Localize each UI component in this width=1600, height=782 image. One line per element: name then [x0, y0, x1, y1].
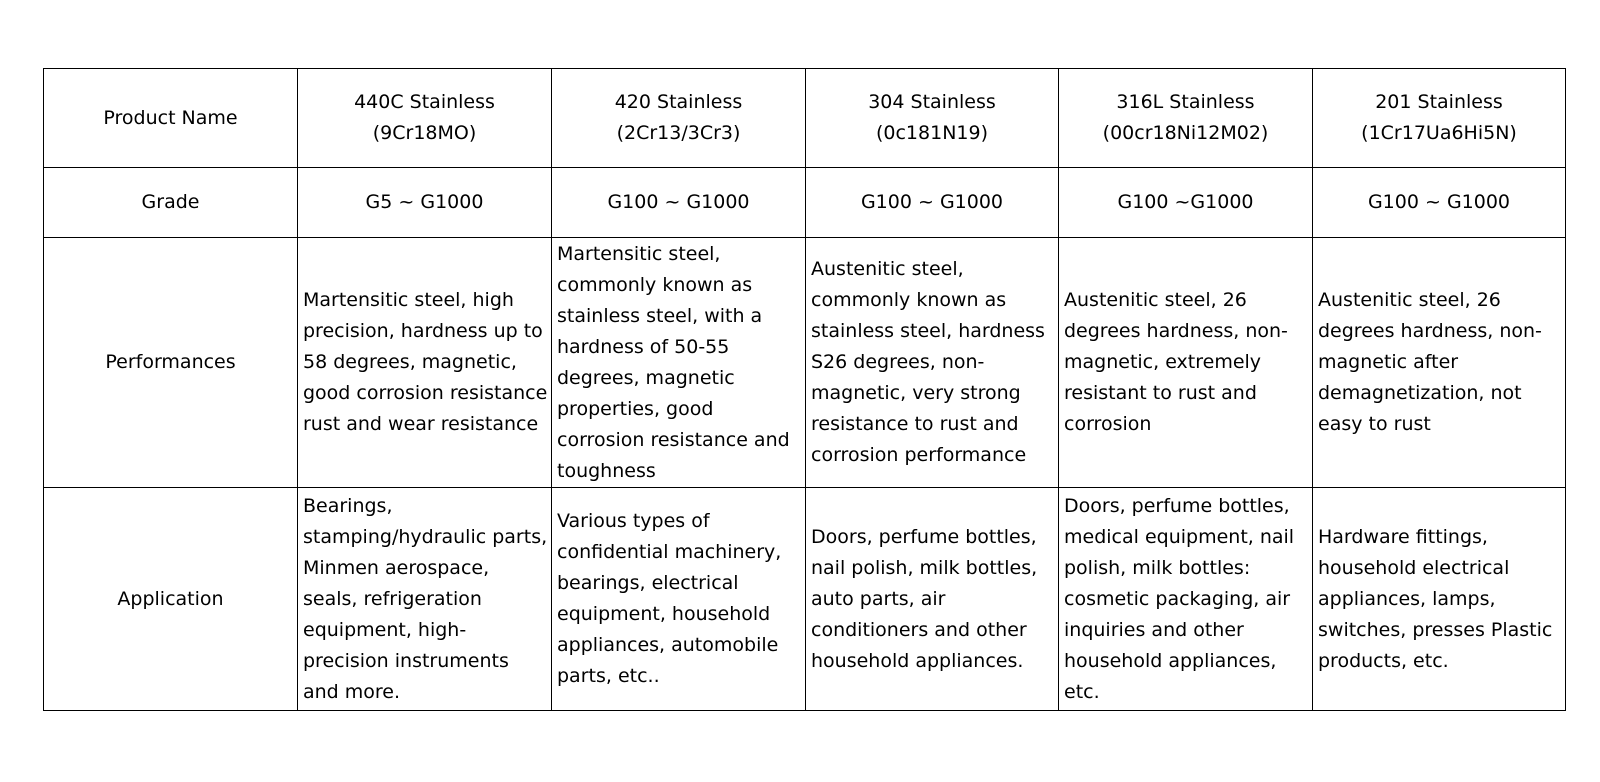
application-cell: Doors, perfume bottles, medical equipment, nail polish, milk bottles: cosmetic packaging, air inquiries and other household appliances, etc.	[1059, 488, 1313, 711]
grade-cell: G5 ~ G1000	[298, 168, 552, 238]
application-cell: Bearings, stamping/hydraulic parts, Minmen aerospace, seals, refrigeration equipment, high-precision instruments and more.	[298, 488, 552, 711]
product-name-line: 316L Stainless	[1116, 91, 1255, 113]
product-code-line: (1Cr17Ua6Hi5N)	[1361, 122, 1517, 144]
performance-cell: Austenitic steel, 26 degrees hardness, non-magnetic after demagnetization, not easy to rust	[1313, 238, 1566, 488]
row-label-grade: Grade	[44, 168, 298, 238]
product-code-line: (2Cr13/3Cr3)	[616, 122, 741, 144]
product-code-line: (0c181N19)	[875, 122, 988, 144]
product-name-cell	[298, 69, 552, 168]
application-cell: Doors, perfume bottles, nail polish, milk bottles, auto parts, air conditioners and other household appliances.	[806, 488, 1059, 711]
grade-cell: G100 ~ G1000	[1313, 168, 1566, 238]
grade-cell: G100 ~ G1000	[806, 168, 1059, 238]
grade-cell: G100 ~ G1000	[552, 168, 806, 238]
product-name-cell	[1059, 69, 1313, 168]
row-label-product-name: Product Name	[44, 69, 298, 168]
performance-cell: Martensitic steel, high precision, hardness up to 58 degrees, magnetic, good corrosion resistance rust and wear resistance	[298, 238, 552, 488]
table-row-performances	[44, 238, 1566, 488]
grade-cell: G100 ~G1000	[1059, 168, 1313, 238]
performance-cell: Austenitic steel, commonly known as stainless steel, hardness S26 degrees, non-magnetic, very strong resistance to rust and corrosion performance	[806, 238, 1059, 488]
application-cell: Various types of confidential machinery, bearings, electrical equipment, household appliances, automobile parts, etc..	[552, 488, 806, 711]
product-name-cell	[1313, 69, 1566, 168]
product-code-line: (9Cr18MO)	[372, 122, 477, 144]
stainless-steel-spec-table	[43, 68, 1566, 711]
product-name-cell	[552, 69, 806, 168]
application-cell: Hardware fittings, household electrical appliances, lamps, switches, presses Plastic products, etc.	[1313, 488, 1566, 711]
product-name-line: 304 Stainless	[868, 91, 996, 113]
table-row-grade	[44, 168, 1566, 238]
table-row-product-name	[44, 69, 1566, 168]
row-label-performances: Performances	[44, 238, 298, 488]
performance-cell: Austenitic steel, 26 degrees hardness, non-magnetic, extremely resistant to rust and corrosion	[1059, 238, 1313, 488]
product-name-line: 440C Stainless	[354, 91, 495, 113]
row-label-application: Application	[44, 488, 298, 711]
product-name-line: 420 Stainless	[614, 91, 743, 113]
product-name-cell	[806, 69, 1059, 168]
performance-cell: Martensitic steel, commonly known as stainless steel, with a hardness of 50-55 degrees, magnetic properties, good corrosion resistance and toughness	[552, 238, 806, 488]
product-code-line: (00cr18Ni12M02)	[1102, 122, 1269, 144]
table-row-application	[44, 488, 1566, 711]
product-name-line: 201 Stainless	[1375, 91, 1503, 113]
